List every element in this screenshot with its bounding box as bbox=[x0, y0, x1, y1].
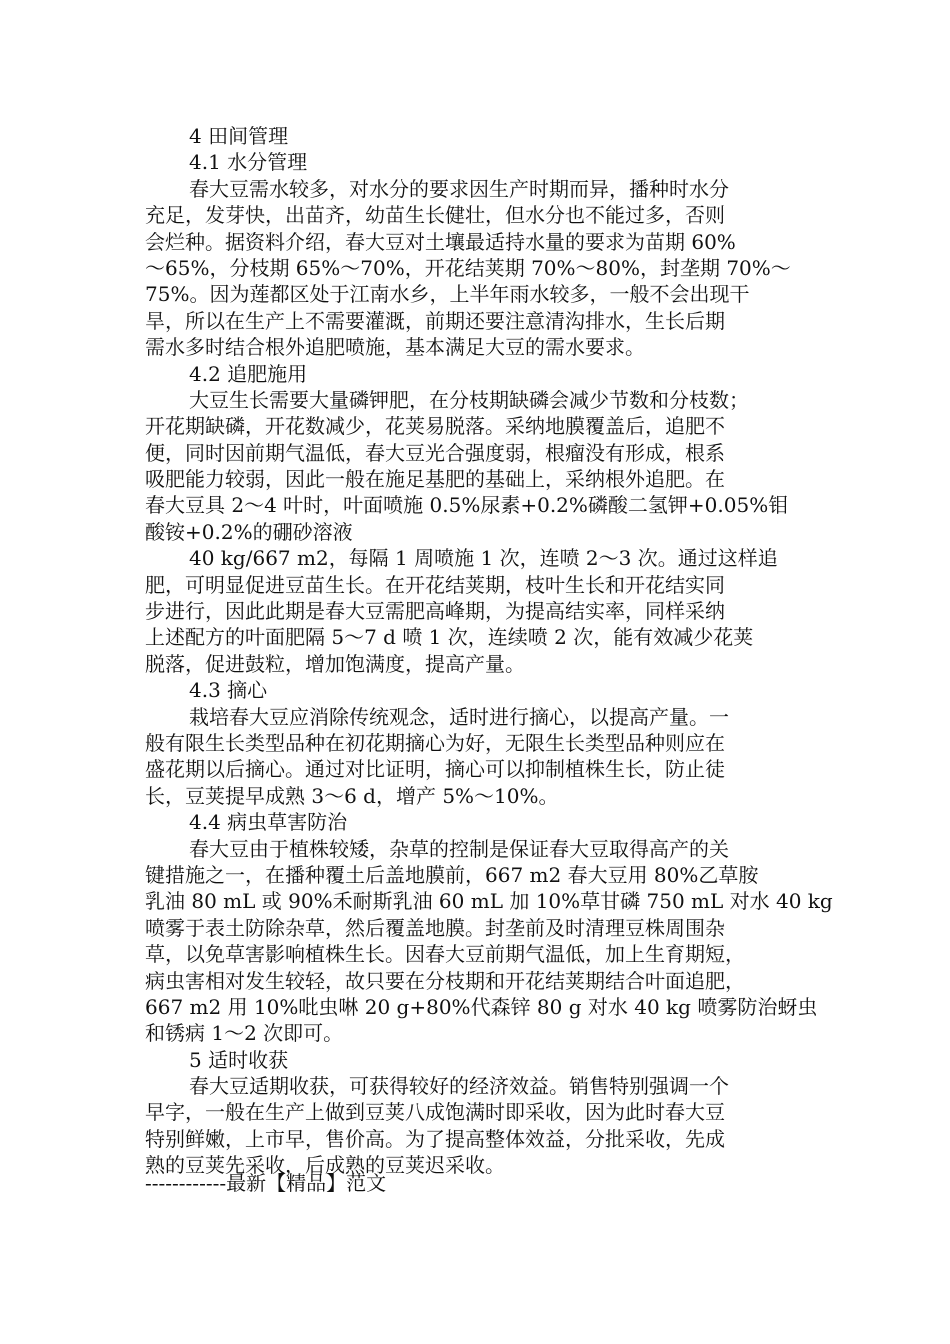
text-line: 春大豆需水较多，对水分的要求因生产时期而异，播种时水分 bbox=[189, 176, 729, 201]
text-line: 步进行，因此此期是春大豆需肥高峰期，为提高结实率，同样采纳 bbox=[145, 599, 725, 624]
text-line: 般有限生长类型品种在初花期摘心为好，无限生长类型品种则应在 bbox=[145, 730, 725, 755]
text-line: 4.4 病虫草害防治 bbox=[189, 810, 348, 835]
text-line: ～65%，分枝期 65%～70%，开花结荚期 70%～80%，封垄期 70%～ bbox=[145, 255, 791, 280]
text-line: 病虫害相对发生较轻，故只要在分枝期和开花结荚期结合叶面追肥， bbox=[145, 968, 745, 993]
text-line: 4.3 摘心 bbox=[189, 678, 268, 703]
document-body bbox=[145, 123, 833, 1179]
text-line: 盛花期以后摘心。通过对比证明，摘心可以抑制植株生长，防止徒 bbox=[145, 757, 725, 782]
text-line: 667 m2 用 10%吡虫啉 20 g+80%代森锌 80 g 对水 40 kg 喷雾防治蚜虫 bbox=[145, 994, 818, 1019]
text-line: 充足，发芽快，出苗齐，幼苗生长健壮，但水分也不能过多，否则 bbox=[145, 203, 725, 228]
text-line: 4.1 水分管理 bbox=[189, 150, 308, 175]
text-line: 肥，可明显促进豆苗生长。在开花结荚期，枝叶生长和开花结实同 bbox=[145, 572, 725, 597]
text-line: 春大豆由于植株较矮，杂草的控制是保证春大豆取得高产的关 bbox=[189, 836, 729, 861]
text-line: 需水多时结合根外追肥喷施，基本满足大豆的需水要求。 bbox=[145, 335, 645, 360]
text-line: 开花期缺磷，开花数减少，花荚易脱落。采纳地膜覆盖后，追肥不 bbox=[145, 414, 725, 439]
text-line: 大豆生长需要大量磷钾肥，在分枝期缺磷会减少节数和分枝数； bbox=[189, 387, 749, 412]
text-line: 上述配方的叶面肥隔 5～7 d 喷 1 次，连续喷 2 次，能有效减少花荚 bbox=[145, 625, 754, 650]
text-line: 长，豆荚提早成熟 3～6 d，增产 5%～10%。 bbox=[145, 783, 559, 808]
text-line: 40 kg/667 m2，每隔 1 周喷施 1 次，连喷 2～3 次。通过这样追 bbox=[189, 546, 778, 571]
text-line: 乳油 80 mL 或 90%禾耐斯乳油 60 mL 加 10%草甘磷 750 mL 对水 40 kg bbox=[145, 889, 833, 914]
text-line: 5 适时收获 bbox=[189, 1047, 289, 1072]
text-line: 脱落，促进鼓粒，增加饱满度，提高产量。 bbox=[145, 651, 525, 676]
text-line: 4.2 追肥施用 bbox=[189, 361, 308, 386]
text-line: 和锈病 1～2 次即可。 bbox=[145, 1021, 344, 1046]
text-line: 酸铵+0.2%的硼砂溶液 bbox=[145, 519, 353, 544]
text-line: 75%。因为莲都区处于江南水乡，上半年雨水较多，一般不会出现干 bbox=[145, 282, 750, 307]
text-line: 早字，一般在生产上做到豆荚八成饱满时即采收，因为此时春大豆 bbox=[145, 1100, 725, 1125]
text-line: 键措施之一，在播种覆土后盖地膜前，667 m2 春大豆用 80%乙草胺 bbox=[145, 862, 759, 887]
text-line: 春大豆具 2～4 叶时，叶面喷施 0.5%尿素+0.2%磷酸二氢钾+0.05%钼 bbox=[145, 493, 789, 518]
text-line: 便，同时因前期气温低，春大豆光合强度弱，根瘤没有形成，根系 bbox=[145, 440, 725, 465]
text-line: 草，以免草害影响植株生长。因春大豆前期气温低，加上生育期短， bbox=[145, 942, 745, 967]
text-line: 栽培春大豆应消除传统观念，适时进行摘心，以提高产量。一 bbox=[189, 704, 729, 729]
text-line: 喷雾于表土防除杂草，然后覆盖地膜。封垄前及时清理豆株周围杂 bbox=[145, 915, 725, 940]
text-line: 特别鲜嫩，上市早，售价高。为了提高整体效益，分批采收，先成 bbox=[145, 1126, 725, 1151]
text-line: 会烂种。据资料介绍，春大豆对土壤最适持水量的要求为苗期 60% bbox=[145, 229, 736, 254]
text-line: 旱，所以在生产上不需要灌溉，前期还要注意清沟排水，生长后期 bbox=[145, 308, 725, 333]
page-footer: ------------最新【精品】范文 bbox=[145, 1171, 387, 1195]
text-line: 熟的豆荚先采收，后成熟的豆荚迟采收。 bbox=[145, 1153, 505, 1178]
text-line: 吸肥能力较弱，因此一般在施足基肥的基础上，采纳根外追肥。在 bbox=[145, 467, 725, 492]
text-line: 春大豆适期收获，可获得较好的经济效益。销售特别强调一个 bbox=[189, 1074, 729, 1099]
text-line: 4 田间管理 bbox=[189, 124, 289, 148]
